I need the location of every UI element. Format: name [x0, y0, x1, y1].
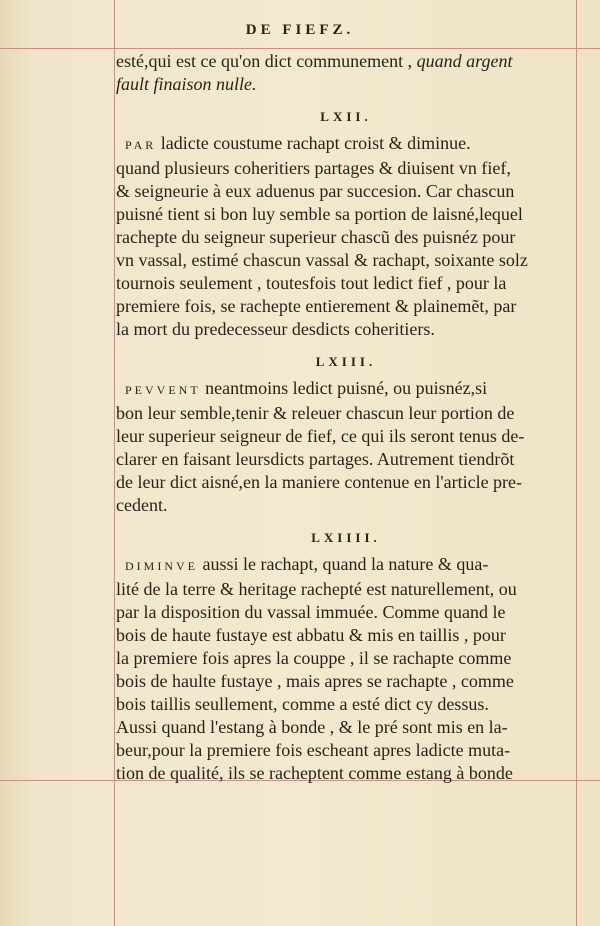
- paragraph-line: DIMINVE aussi le rachapt, quand la nature & qua-: [125, 554, 489, 574]
- section-number: LXIII.: [315, 354, 377, 369]
- paragraph-line: leur superieur seigneur de fief, ce qui ils seront tenus de-: [116, 426, 525, 446]
- continuation-line-2: fault finaison nulle.: [116, 74, 257, 94]
- paragraph-line: tournois seulement , toutesfois tout ledict fief , pour la: [116, 273, 507, 293]
- lead-word: PAR: [125, 138, 157, 152]
- paragraph-line: premiere fois, se rachepte entierement & plainemẽt, par: [116, 296, 517, 316]
- paragraph-line: Aussi quand l'estang à bonde , & le pré sont mis en la-: [116, 717, 508, 737]
- paragraph-line: bois taillis seullement, comme a esté dict cy dessus.: [116, 694, 489, 714]
- paragraph-line: par la disposition du vassal immuée. Comme quand le: [116, 602, 506, 622]
- paragraph-line: rachepte du seigneur superieur chascũ des puisnéz pour: [116, 227, 516, 247]
- paragraph-line: vn vassal, estimé chascun vassal & rachapt, soixante solz: [116, 250, 528, 270]
- paragraph-line: lité de la terre & heritage rachepté est naturellement, ou: [116, 579, 517, 599]
- text-block: [116, 50, 576, 785]
- paragraph-line: PEVVENT neantmoins ledict puisné, ou puisnéz,si: [125, 378, 488, 398]
- continuation-line-1: esté,qui est ce qu'on dict communement , quand argent: [116, 51, 513, 71]
- lead-word: DIMINVE: [125, 559, 198, 573]
- right-margin-rule: [576, 0, 577, 926]
- paragraph-line: la premiere fois apres la couppe , il se rachapte comme: [116, 648, 512, 668]
- paragraph-line: tion de qualité, ils se racheptent comme estang à bonde: [116, 763, 513, 783]
- section-number: LXIIII.: [311, 530, 381, 545]
- top-rule-line: [0, 48, 600, 49]
- lead-word: PEVVENT: [125, 383, 201, 397]
- section-number: LXII.: [320, 109, 372, 124]
- paragraph-line: clarer en faisant leursdicts partages. Autrement tiendrõt: [116, 449, 515, 469]
- paragraph-line: bon leur semble,tenir & releuer chascun leur portion de: [116, 403, 515, 423]
- left-margin-rule: [114, 0, 115, 926]
- paragraph-line: bois de haute fustaye est abbatu & mis en taillis , pour: [116, 625, 506, 645]
- paragraph-line: & seigneurie à eux aduenus par succesion. Car chascun: [116, 181, 515, 201]
- paragraph-line: bois de haulte fustaye , mais apres se rachapte , comme: [116, 671, 514, 691]
- running-head: DE FIEFZ.: [245, 22, 355, 38]
- paragraph-line: la mort du predecesseur desdicts coheritiers.: [116, 319, 435, 339]
- paragraph-line: beur,pour la premiere fois escheant apres ladicte muta-: [116, 740, 511, 760]
- paragraph-line: de leur dict aisné,en la maniere contenue en l'article pre-: [116, 472, 523, 492]
- paragraph-line: quand plusieurs coheritiers partages & diuisent vn fief,: [116, 158, 511, 178]
- paragraph-line: cedent.: [116, 495, 168, 515]
- paragraph-line: PAR ladicte coustume rachapt croist & diminue.: [125, 133, 471, 153]
- paragraph-line: puisné tient si bon luy semble sa portion de laisné,lequel: [116, 204, 523, 224]
